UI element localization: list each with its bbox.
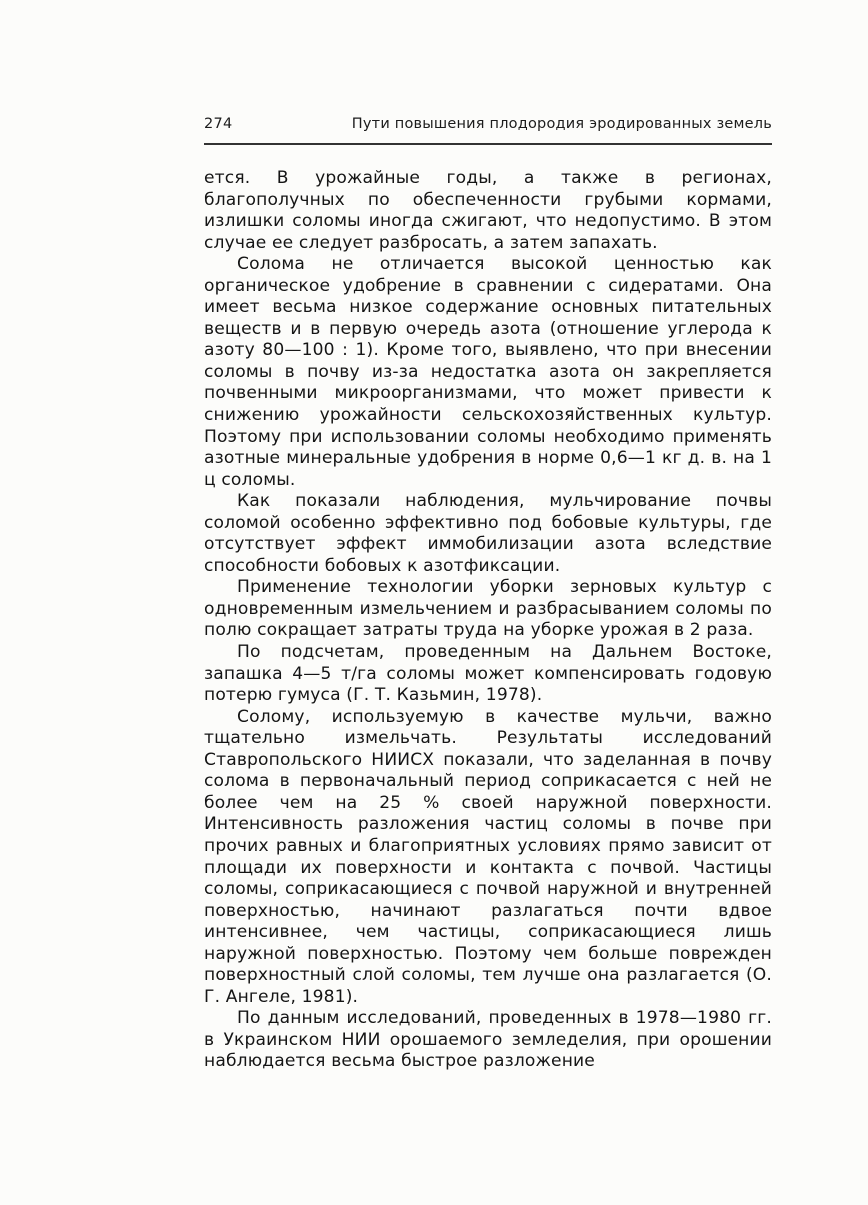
running-title: Пути повышения плодородия эродированных земель xyxy=(351,116,772,132)
page-number: 274 xyxy=(204,116,233,132)
paragraph: Как показали наблюдения, мульчирование почвы соломой особенно эффективно под бобовые культуры, где отсутствует эффект иммобилизации азота вследствие способности бобовых к азотфиксации. xyxy=(204,491,772,576)
paragraph: Применение технологии уборки зерновых культур с одновременным измельчением и разбрасыванием соломы по полю сокращает затраты труда на уборке урожая в 2 раза. xyxy=(204,577,772,641)
body-text xyxy=(204,168,772,1073)
paragraph: Солома не отличается высокой ценностью как органическое удобрение в сравнении с сидератами. Она имеет весьма низкое содержание основных питательных веществ и в первую очередь азота (отношение углерода к азоту 80—100 : 1). Кроме того, выявлено, что при внесении соломы в почву из-за недостатка азота он закрепляется почвенными микроорганизмами, что может привести к снижению урожайности сельскохозяйственных культур. Поэтому при использовании соломы необходимо применять азотные минеральные удобрения в норме 0,6—1 кг д. в. на 1 ц соломы. xyxy=(204,254,772,490)
paragraph: Солому, используемую в качестве мульчи, важно тщательно измельчать. Результаты исследований Ставропольского НИИСХ показали, что заделанная в почву солома в первоначальный период соприкасается с ней не более чем на 25 % своей наружной поверхности. Интенсивность разложения частиц соломы в почве при прочих равных и благоприятных условиях прямо зависит от площади их поверхности и контакта с почвой. Частицы соломы, соприкасающиеся с почвой наружной и внутренней поверхностью, начинают разлагаться почти вдвое интенсивнее, чем частицы, соприкасающиеся лишь наружной поверхностью. Поэтому чем больше поврежден поверхностный слой соломы, тем лучше она разлагается (О. Г. Ангеле, 1981). xyxy=(204,706,772,1007)
paragraph: По данным исследований, проведенных в 1978—1980 гг. в Украинском НИИ орошаемого земледелия, при орошении наблюдается весьма быстрое разложение xyxy=(204,1008,772,1072)
paragraph-continued: ется. В урожайные годы, а также в регионах, благополучных по обеспеченности грубыми кормами, излишки соломы иногда сжигают, что недопустимо. В этом случае ее следует разбросать, а затем запахать. xyxy=(204,168,772,253)
header-rule xyxy=(204,143,772,145)
page-header xyxy=(204,112,772,136)
paragraph: По подсчетам, проведенным на Дальнем Востоке, запашка 4—5 т/га соломы может компенсировать годовую потерю гумуса (Г. Т. Казьмин, 1978). xyxy=(204,642,772,706)
